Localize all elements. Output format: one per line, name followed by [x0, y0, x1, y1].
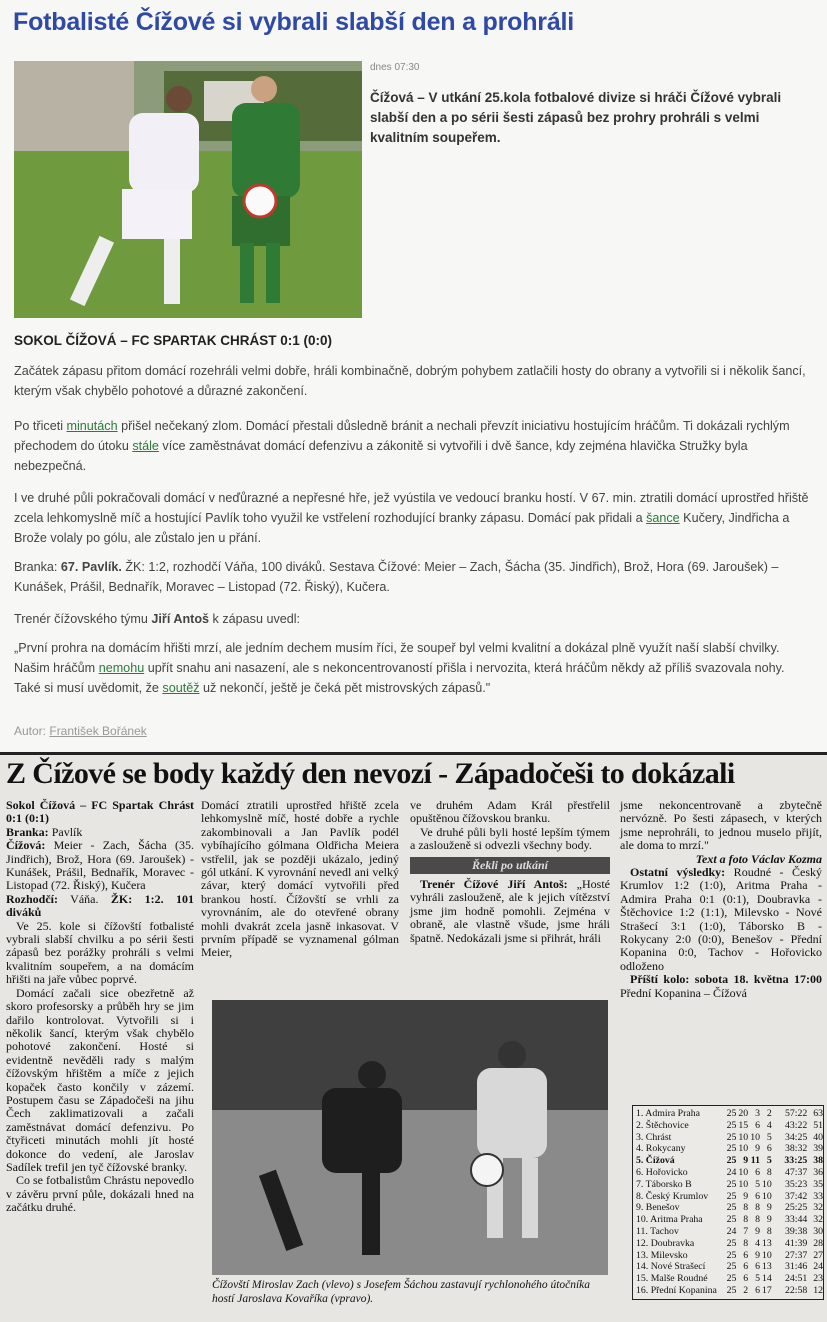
team-name: 5. Čížová — [636, 1155, 675, 1167]
draws: 6 — [755, 1166, 761, 1178]
quote: „Hosté vyhráli zaslouženě, ale k jejich vítězství jsme jim hodně pomohli. Zejména v obraně, ale vlastně všude, jsme hráli špatně. Nedokázali jsme si přihrát, hráli — [410, 877, 610, 945]
coach-name: Jiří Antoš — [151, 612, 210, 626]
losses: 9 — [766, 1202, 772, 1214]
played: 24 — [726, 1225, 737, 1237]
losses: 4 — [766, 1119, 772, 1131]
table-row — [633, 1155, 823, 1167]
paragraph: Ve druhé půli byli hosté lepším týmem a zaslouženě si odvezli všechny body. — [410, 824, 610, 853]
played: 25 — [726, 1214, 737, 1226]
column-2 — [201, 799, 399, 960]
table-row — [633, 1167, 823, 1179]
value: Roudné - Český Krumlov 1:2 (1:0), Aritma Praha - Admira Praha 0:1 (0:1), Doubravka - Štěchovice 1:2 (1:1), Milevsko - Nové Strašecí 3:1 (1:0), Táborsko B - Rokycany 2:0 (0:0), Benešov - Přední Kopanina 0:0, Tachov - Hořovicko odloženo — [620, 865, 823, 973]
wins: 6 — [743, 1273, 749, 1285]
score: 47:37 — [784, 1166, 808, 1178]
paragraph: ve druhém Adam Král přestřelil opuštěnou čížovskou branku. — [410, 798, 610, 826]
losses: 10 — [762, 1178, 772, 1190]
score: 22:58 — [784, 1284, 808, 1296]
goal-scorer: 67. Pavlík. — [60, 560, 122, 574]
points: 24 — [813, 1261, 824, 1273]
label: Příští kolo: sobota 18. května 17:00 — [630, 972, 822, 987]
score: 31:46 — [784, 1261, 808, 1273]
played: 25 — [726, 1202, 737, 1214]
played: 25 — [726, 1131, 737, 1143]
value: Pavlík — [48, 824, 83, 839]
played: 24 — [726, 1166, 737, 1178]
label: Rozhodčí: — [6, 891, 58, 906]
paragraph: jsme nekoncentrovaně a zbytečně nervózně. Po šesti zápasech, v kterých jsme neprohráli, to jednou muselo přijít, ale doma to mrzí." — [620, 798, 822, 853]
wins: 10 — [738, 1166, 749, 1178]
points: 33 — [813, 1190, 824, 1202]
losses: 14 — [762, 1273, 772, 1285]
losses: 8 — [766, 1166, 772, 1178]
wins: 9 — [743, 1190, 749, 1202]
table-row — [633, 1108, 823, 1120]
text: více zaměstnávat domácí defenzivu a zákonitě si vytvořili i dvě šance, kdy zejména hlavička Stružky byla nebezpečná. — [14, 439, 748, 473]
team-name: 4. Rokycany — [636, 1143, 686, 1155]
value: Meier - Zach, Šácha (35. Jindřich), Brož, Hora (69. Jaroušek) - Kunášek, Prášil, Bednařík, Moravec - Listopad (72. Řiský), Kučera — [6, 838, 194, 893]
points: 23 — [813, 1273, 824, 1285]
wins: 15 — [738, 1119, 749, 1131]
draws: 9 — [755, 1143, 761, 1155]
paragraph: Domácí ztratili uprostřed hřiště zcela lehkomyslně míč, hosté dobře a rychle zakombinovali a Jan Pavlík podél vybíhajícího gólmana Oldřicha Meiera vstřelil, jak se později ukázalo, jediný gól utkání. K vyrovnání nevedl ani velký závar, který domácí vytvořili před brankou hostí. Čížovští se vrhli za vyrovnáním, ale do otevřené obrany mohli dvakrát zcela jasně inkasovat. V prvním případě se vyznamenal gólman Meier, — [201, 798, 399, 960]
score: 34:25 — [784, 1131, 808, 1143]
score: 35:23 — [784, 1178, 808, 1190]
score: 41:39 — [784, 1237, 808, 1249]
label: Ostatní výsledky: — [630, 865, 726, 880]
played: 25 — [726, 1284, 737, 1296]
points: 30 — [813, 1225, 824, 1237]
text: ŽK: 1:2, rozhodčí Váňa, 100 diváků. Sestava Čížové: Meier – Zach, Šácha (35. Jindřich), Brož, Hora (69. Jaroušek) – Kunášek, Prášil, Bednařík, Moravec – Listopad (72. Řiský), Kučera. — [14, 560, 779, 594]
label: Čížová: — [6, 838, 46, 853]
score: 25:25 — [784, 1202, 808, 1214]
points: 32 — [813, 1214, 824, 1226]
played: 25 — [726, 1249, 737, 1261]
table-row — [633, 1226, 823, 1238]
link-stale[interactable]: stále — [132, 439, 159, 453]
draws: 5 — [755, 1178, 761, 1190]
table-row — [633, 1191, 823, 1203]
article-lead: Čížová – V utkání 25.kola fotbalové divize si hráči Čížové vybrali slabší den a po sérii šesti zápasů bez prohry prohráli s velmi kvalitním soupeřem. — [370, 90, 782, 145]
table-row — [633, 1273, 823, 1285]
wins: 8 — [743, 1214, 749, 1226]
points: 12 — [813, 1284, 824, 1296]
paragraph-3 — [14, 488, 814, 548]
points: 32 — [813, 1202, 824, 1214]
score: 27:37 — [784, 1249, 808, 1261]
points: 40 — [813, 1131, 824, 1143]
text: k zápasu uvedl: — [209, 612, 301, 626]
wins: 6 — [743, 1249, 749, 1261]
points: 28 — [813, 1237, 824, 1249]
article-photo — [14, 61, 362, 318]
points: 35 — [813, 1178, 824, 1190]
table-row — [633, 1132, 823, 1144]
draws: 9 — [755, 1249, 761, 1261]
points: 36 — [813, 1166, 824, 1178]
team-name: 9. Benešov — [636, 1202, 680, 1214]
points: 39 — [813, 1143, 824, 1155]
team-name: 11. Tachov — [636, 1225, 679, 1237]
link-nemohu[interactable]: nemohu — [98, 661, 145, 675]
wins: 6 — [743, 1261, 749, 1273]
points: 51 — [813, 1119, 824, 1131]
table-row — [633, 1285, 823, 1297]
draws: 6 — [755, 1261, 761, 1273]
paragraph-2 — [14, 416, 814, 476]
table-row — [633, 1202, 823, 1214]
team-name: 8. Český Krumlov — [636, 1190, 709, 1202]
played: 25 — [726, 1261, 737, 1273]
team-name: 14. Nové Strašecí — [636, 1261, 706, 1273]
section-box: Řekli po utkání — [410, 857, 610, 874]
played: 25 — [726, 1273, 737, 1285]
draws: 8 — [755, 1202, 761, 1214]
wins: 2 — [743, 1284, 749, 1296]
score: 24:51 — [784, 1273, 808, 1285]
team-name: 10. Aritma Praha — [636, 1214, 703, 1226]
table-row — [633, 1120, 823, 1132]
author-link[interactable]: František Bořánek — [49, 724, 147, 738]
text: Trenér čížovského týmu — [14, 612, 152, 626]
table-row — [633, 1250, 823, 1262]
link-minutach[interactable]: minutách — [66, 419, 118, 433]
losses: 8 — [766, 1225, 772, 1237]
draws: 6 — [755, 1284, 761, 1296]
table-row — [633, 1143, 823, 1155]
wins: 9 — [743, 1155, 749, 1167]
text: přišel nečekaný zlom. Domácí přestali důsledně bránit a nechali převzít iniciativu hostujícím hráčům. Ti dokázali rychlým přechodem do útoku — [14, 419, 790, 453]
table-row — [633, 1214, 823, 1226]
points: 38 — [813, 1155, 824, 1167]
value: Váňa. — [58, 891, 111, 906]
losses: 2 — [766, 1108, 772, 1119]
paragraph: Ve 25. kole si čížovští fotbalisté vybrali slabší chvilku a po sérii šesti zápasů bez porážky prohráli s velmi kvalitním soupeřem, a na domácím hřišti na jaře vůbec poprvé. — [6, 918, 194, 987]
value: Přední Kopanina – Čížová — [620, 985, 747, 1000]
team-name: 2. Štěchovice — [636, 1119, 689, 1131]
losses: 5 — [766, 1155, 772, 1167]
team-name: 13. Milevsko — [636, 1249, 688, 1261]
draws: 10 — [750, 1131, 761, 1143]
label: ŽK: — [110, 891, 133, 906]
draws: 4 — [755, 1237, 761, 1249]
team-name: 1. Admira Praha — [636, 1108, 700, 1119]
paragraph-1: Začátek zápasu přitom domácí rozehráli velmi dobře, hráli kombinačně, dobrým pohybem zatlačili hosty do obrany a vytvořili si i několik šancí, kterým však chybělo pohotové a důrazné zakončení. — [14, 364, 806, 398]
played: 25 — [726, 1143, 737, 1155]
draws: 6 — [755, 1190, 761, 1202]
text: „První prohra na domácím hřišti mrzí, ale jedním dechem musím říci, že soupeř byl velmi kvalitní a dokázal plně využít naší slabší chvilky. Našim hráčům — [14, 641, 780, 675]
author-label: Autor: — [14, 724, 50, 738]
draws: 8 — [755, 1214, 761, 1226]
newspaper-clipping — [0, 755, 827, 1322]
played: 25 — [726, 1190, 737, 1202]
text: I ve druhé půli pokračovali domácí v neďůrazné a nepřesné hře, jež vyústila ve vedoucí branku hostí. V 67. min. ztratili domácí uprostřed hřiště zcela lehkomyslně míč a hostující Pavlík toho využil ke vstřelení rozhodující branky zápasu. Domácí pak přidali a — [14, 491, 809, 525]
wins: 20 — [738, 1108, 749, 1119]
column-4 — [620, 799, 822, 1000]
paragraph-4 — [14, 557, 814, 597]
points: 27 — [813, 1249, 824, 1261]
standings-table — [632, 1105, 824, 1300]
link-sance[interactable]: šance — [646, 511, 680, 525]
table-row — [633, 1179, 823, 1191]
score: 57:22 — [784, 1108, 808, 1119]
author-line — [14, 724, 147, 738]
photo-caption: Čížovští Miroslav Zach (vlevo) s Josefem Šáchou zastavují rychlonohého útočníka hostí Jaroslava Kovaříka (vpravo). — [212, 1279, 591, 1305]
team-name: 12. Doubravka — [636, 1237, 695, 1249]
draws: 9 — [755, 1225, 761, 1237]
losses: 10 — [762, 1190, 772, 1202]
losses: 9 — [766, 1214, 772, 1226]
newspaper-photo — [212, 1000, 608, 1275]
label: Branka: — [6, 824, 49, 839]
match-head: Sokol Čížová – FC Spartak Chrást 0:1 (0:1) — [6, 798, 194, 826]
draws: 6 — [755, 1119, 761, 1131]
team-name: 7. Táborsko B — [636, 1178, 692, 1190]
score: 39:38 — [784, 1225, 808, 1237]
played: 25 — [726, 1119, 737, 1131]
text: Po třiceti — [14, 419, 67, 433]
text: Branka: — [14, 560, 61, 574]
coach-label: Trenér Čížové Jiří Antoš: — [420, 877, 568, 892]
points: 63 — [813, 1108, 824, 1119]
draws: 3 — [755, 1108, 761, 1119]
played: 25 — [726, 1108, 737, 1119]
paragraph-quote — [14, 638, 814, 698]
wins: 10 — [738, 1178, 749, 1190]
draws: 11 — [750, 1155, 761, 1167]
team-name: 6. Hořovicko — [636, 1166, 688, 1178]
paragraph: Co se fotbalistům Chrástu nepovedlo v závěru první půle, dokázali hned na začátku druhé. — [6, 1173, 194, 1215]
losses: 13 — [762, 1237, 772, 1249]
draws: 5 — [755, 1273, 761, 1285]
score: 38:32 — [784, 1143, 808, 1155]
paragraph: Domácí začali sice obezřetně až skoro profesorsky a průběh hry se jim dařilo kontrolovat. Vytvořili si i několik šancí, kterým však chybělo pohotové zakončení. Hosté si evidentně nevěděli rady s malým čížovským hřištěm a míče z jejich kopaček často končily v zázemí. Postupem času se Západočeši na jihu Čech zaklimatizovali a začali zaměstnávat domácí defenzivu. Po čtyřiceti minutách mohli jít hosté dokonce do vedení, ale Jaroslav Sadílek trefil jen tyč čížovské branky. — [6, 985, 194, 1174]
team-name: 3. Chrást — [636, 1131, 672, 1143]
newspaper-headline: Z Čížové se body každý den nevozí - Západočeši to dokázali — [6, 757, 735, 790]
table-row — [633, 1261, 823, 1273]
wins: 8 — [743, 1202, 749, 1214]
losses: 17 — [762, 1284, 772, 1296]
score: 33:44 — [784, 1214, 808, 1226]
byline: Text a foto Václav Kozma — [695, 851, 822, 866]
losses: 6 — [766, 1143, 772, 1155]
value: 1:2. 101 diváků — [6, 891, 194, 920]
team-name: 16. Přední Kopanina — [636, 1284, 717, 1296]
link-soutez[interactable]: soutěž — [162, 681, 200, 695]
match-result-heading: SOKOL ČÍŽOVÁ – FC SPARTAK CHRÁST 0:1 (0:0) — [14, 333, 333, 348]
score: 33:25 — [784, 1155, 808, 1167]
team-name: 15. Malše Roudné — [636, 1273, 708, 1285]
article-date: dnes 07:30 — [370, 62, 420, 73]
column-1 — [6, 799, 194, 1215]
played: 25 — [726, 1155, 737, 1167]
played: 25 — [726, 1178, 737, 1190]
text: upřít snahu ani nasazení, ale s nekoncentrovaností přišla i nervozita, která hráčům někdy až příliš svazovala nohy. Také si musí uvědomit, že — [14, 661, 785, 695]
losses: 5 — [766, 1131, 772, 1143]
wins: 10 — [738, 1131, 749, 1143]
text: Kučery, Jindřicha a Brože volaly po gólu, ale zůstalo jen u přání. — [14, 511, 790, 545]
table-row — [633, 1238, 823, 1250]
score: 43:22 — [784, 1119, 808, 1131]
losses: 10 — [762, 1249, 772, 1261]
score: 37:42 — [784, 1190, 808, 1202]
played: 25 — [726, 1237, 737, 1249]
wins: 10 — [738, 1143, 749, 1155]
wins: 8 — [743, 1237, 749, 1249]
losses: 13 — [762, 1261, 772, 1273]
column-3 — [410, 799, 610, 945]
text: už nekončí, ještě je čeká pět mistrovských zápasů." — [199, 681, 491, 695]
wins: 7 — [743, 1225, 749, 1237]
article-title: Fotbalisté Čížové si vybrali slabší den a prohráli — [13, 8, 575, 36]
paragraph-5 — [14, 609, 814, 629]
